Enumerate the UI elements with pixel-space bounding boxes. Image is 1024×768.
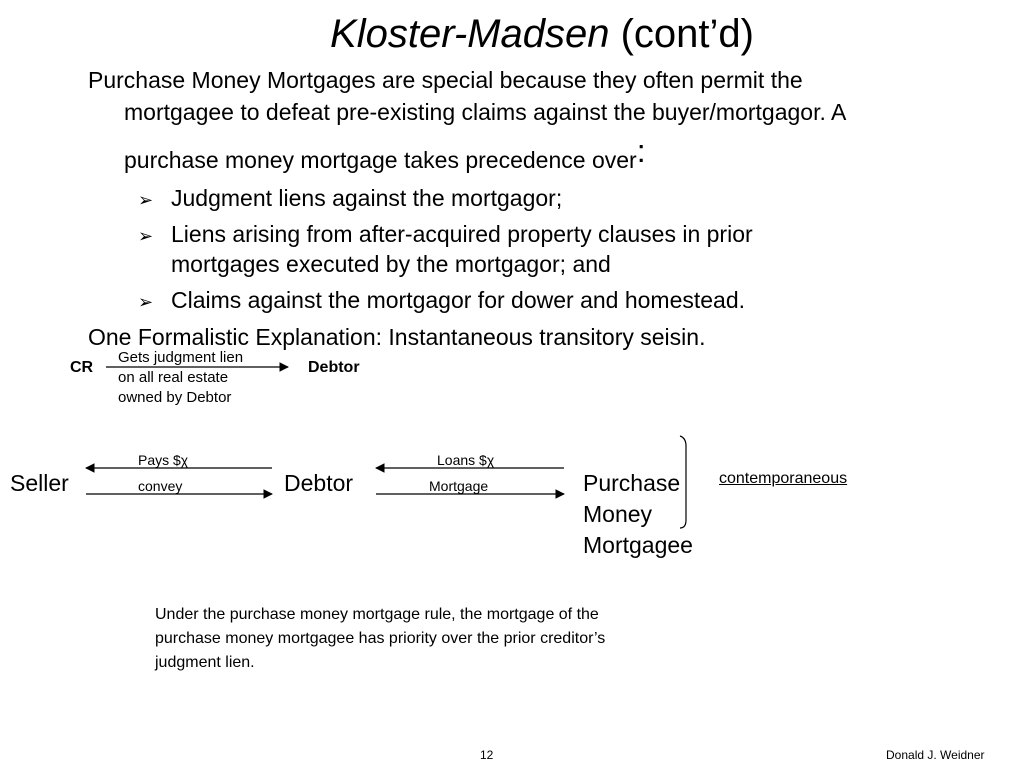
bullet-arrow-icon: ➢ <box>138 190 154 210</box>
lien-label-line-1: Gets judgment lien <box>118 349 244 366</box>
pmm-line-2: Money <box>583 501 653 527</box>
bullet-2-line-2: mortgages executed by the mortgagor; and <box>171 251 611 277</box>
lien-label-line-2: on all real estate <box>118 369 229 386</box>
conclusion-line-2: purchase money mortgagee has priority over the prior creditor’s <box>155 630 606 647</box>
intro-line-1: Purchase Money Mortgages are special because they often permit the <box>88 67 803 93</box>
conclusion-line-1: Under the purchase money mortgage rule, the mortgage of the <box>155 606 599 623</box>
contemporaneous-brace <box>680 436 686 528</box>
diagram1-debtor: Debtor <box>308 359 360 376</box>
diagram2-debtor: Debtor <box>284 470 354 496</box>
bullet-arrow-icon: ➢ <box>138 292 154 312</box>
pmm-line-3: Mortgagee <box>583 532 693 558</box>
diagram1-cr: CR <box>70 359 94 376</box>
mortgage-label: Mortgage <box>429 478 489 494</box>
diagram2-seller: Seller <box>10 470 69 496</box>
title-case-name: Kloster-Madsen <box>330 12 610 56</box>
bullet-2-line-1: Liens arising from after-acquired property clauses in prior <box>171 221 753 247</box>
convey-label: convey <box>138 478 183 494</box>
pays-label: Pays $χ <box>138 452 189 468</box>
bullet-arrow-icon: ➢ <box>138 226 154 246</box>
bullet-3-line-1: Claims against the mortgagor for dower and homestead. <box>171 287 746 313</box>
bullet-1-line-1: Judgment liens against the mortgagor; <box>171 185 563 211</box>
lien-label-line-3: owned by Debtor <box>118 389 232 406</box>
page-number: 12 <box>480 748 494 762</box>
intro-colon: : <box>636 133 646 169</box>
intro-line-3-text: purchase money mortgage takes precedence over <box>124 147 637 173</box>
explanation-line: One Formalistic Explanation: Instantaneous transitory seisin. <box>88 324 706 350</box>
conclusion-line-3: judgment lien. <box>155 654 255 671</box>
footer-author: Donald J. Weidner <box>886 748 985 762</box>
title-suffix: (cont’d) <box>609 12 754 56</box>
loans-label: Loans $χ <box>437 452 495 468</box>
intro-line-2: mortgagee to defeat pre-existing claims against the buyer/mortgagor. A <box>124 99 847 125</box>
contemporaneous-label: contemporaneous <box>719 470 848 487</box>
pmm-line-1: Purchase <box>583 470 681 496</box>
